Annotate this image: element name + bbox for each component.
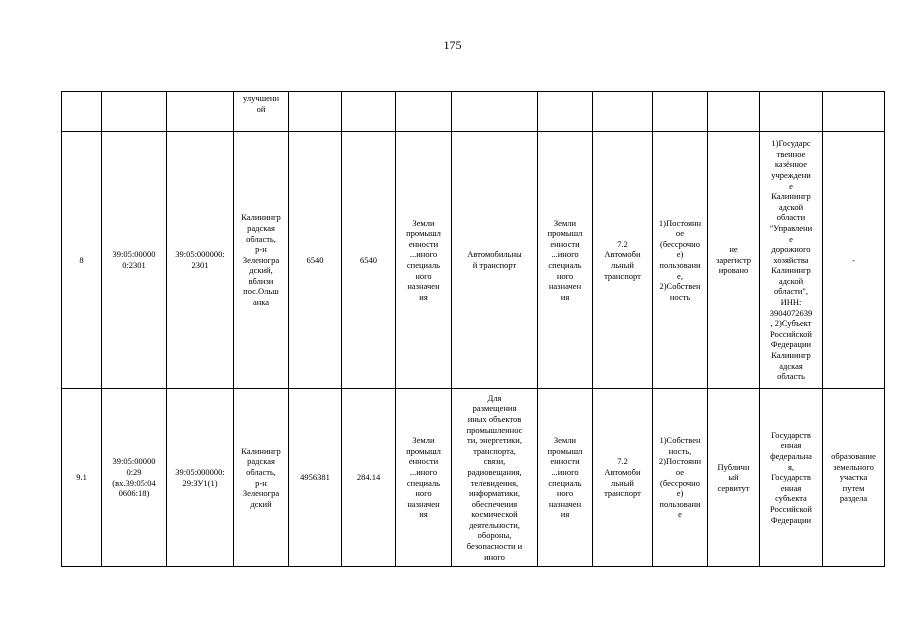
cell-text-line: связи,: [483, 456, 506, 467]
cell-text-line: назначен: [548, 498, 582, 509]
cell-text-line: ой: [256, 103, 266, 114]
cell-text-line: енности: [408, 456, 439, 467]
cell-text-line: е: [678, 509, 682, 520]
cell-text-line: ия: [419, 509, 428, 520]
cell-area-total: 4956381: [289, 389, 342, 567]
cell-vri-code: [593, 389, 653, 567]
cell-text-line: промышленнос: [466, 424, 523, 435]
cell-text-line: 1)Собствен: [659, 435, 701, 446]
cell-land-category: [396, 132, 452, 389]
cell-text-line: ...иного: [551, 466, 579, 477]
cell-text-line: ИНН:: [780, 297, 802, 308]
cell-empty: [708, 92, 760, 132]
cell-text-line: Калинингр: [241, 212, 281, 223]
cell-text-line: ировано: [718, 265, 749, 276]
cell-text-line: (бессрочно: [660, 477, 700, 488]
cell-text-line: ного: [415, 488, 432, 499]
cell-address: [234, 389, 289, 567]
cell-text-line: 2)Постоянн: [658, 456, 702, 467]
cell-text-line: ...иного: [409, 249, 438, 260]
cell-text-line: субъекта: [775, 493, 807, 504]
cell-empty: [167, 92, 234, 132]
cell-text-line: ного: [556, 488, 574, 499]
cell-text-line: обеспечения: [471, 498, 518, 509]
cell-row-number: 8: [62, 132, 102, 389]
cell-text-line: телевидения,: [470, 477, 519, 488]
cell-text-line: области: [776, 212, 806, 223]
cell-text-line: Зеленогра: [242, 488, 280, 499]
cell-text-line: промышл: [406, 228, 441, 239]
cell-empty: [452, 92, 538, 132]
cell-text-line: космической: [471, 509, 518, 520]
cell-text-line: 7.2: [617, 456, 628, 467]
cell-text-line: анка: [252, 297, 270, 308]
cell-vri-code: [593, 132, 653, 389]
cell-empty: [538, 92, 593, 132]
cell-text-line: ый: [728, 472, 739, 483]
cell-text-line: промышл: [406, 445, 441, 456]
cell-text-line: ое: [675, 466, 685, 477]
cell-note: [823, 389, 885, 567]
cell-text-line: ность,: [668, 445, 692, 456]
cell-text-line: енная: [780, 482, 802, 493]
cell-right-holder: [760, 389, 823, 567]
table-row: [62, 389, 885, 567]
cell-text-line: назначен: [407, 281, 440, 292]
cell-text-line: специаль: [548, 260, 582, 270]
cell-text-line: назначен: [548, 281, 582, 292]
cell-empty: [102, 92, 167, 132]
cell-text-line: енности: [408, 238, 439, 249]
cell-text-line: е: [789, 180, 793, 191]
cell-text-line: области",: [773, 286, 808, 297]
cell-empty: [593, 92, 653, 132]
cell-empty: [823, 92, 885, 132]
cell-text-line: енности: [550, 238, 580, 249]
cell-text-line: адской: [778, 275, 804, 286]
cell-text-line: ...иного: [551, 249, 579, 260]
cell-note: [823, 132, 885, 389]
cell-text-line: Калинингр: [771, 350, 811, 361]
cell-text-line: транспорт: [604, 488, 641, 499]
cell-text-line: дорожного: [771, 244, 811, 255]
cell-text-line: ного: [415, 270, 432, 281]
cell-text-line: Российской: [770, 503, 812, 514]
cell-permitted-use: [452, 132, 538, 389]
cell-text-line: адской: [778, 201, 804, 212]
cell-text-line: Для: [487, 392, 502, 403]
cell-address-fragment: [234, 92, 289, 132]
cell-text-line: Калинингр: [241, 445, 281, 456]
cell-text-line: Земли: [412, 217, 435, 228]
cell-text-line: Российской: [770, 328, 812, 339]
cell-text-line: Государств: [771, 429, 811, 440]
cell-encumbrance: [708, 389, 760, 567]
cell-text-line: "Управлени: [769, 222, 813, 233]
cell-text-line: Земли: [553, 217, 577, 228]
cell-land-category-2: [538, 132, 593, 389]
cell-text-line: назначен: [407, 498, 440, 509]
cell-text-line: енная: [780, 440, 802, 451]
cell-text-line: р-н: [255, 244, 267, 255]
cell-text-line: 3904072639: [769, 307, 813, 318]
cell-text-line: транспорта,: [473, 445, 516, 456]
cell-text-line: е): [676, 488, 684, 499]
cell-text-line: радиовещания,: [467, 466, 522, 477]
cell-text-line: Калинингр: [771, 191, 811, 202]
cell-text-line: образование: [831, 451, 876, 462]
cell-empty: [396, 92, 452, 132]
cell-text-line: Земли: [412, 435, 435, 446]
cell-text-line: ...иного: [409, 466, 438, 477]
cell-text-line: ое: [675, 228, 685, 239]
cell-text-line: ия: [419, 291, 428, 302]
cell-text-line: я,: [787, 461, 795, 472]
cell-text-line: Федерации: [770, 339, 812, 350]
cell-rights: [653, 389, 708, 567]
cell-text-line: промышл: [547, 445, 583, 456]
cell-text-line: участка: [839, 472, 868, 483]
cell-text-line: не: [729, 244, 738, 255]
cell-area-part: 6540: [342, 132, 396, 389]
cell-text-line: й транспорт: [472, 260, 517, 270]
cell-text-line: ность: [669, 291, 691, 302]
cell-empty: [342, 92, 396, 132]
cell-text-line: Автомоби: [604, 466, 641, 477]
cell-text-line: радская: [247, 222, 275, 233]
land-plots-table: [61, 91, 885, 567]
cell-text-line: 7.2: [617, 238, 628, 249]
cell-text-line: -: [852, 254, 855, 265]
cell-text-line: специаль: [406, 477, 441, 488]
cell-text-line: 1)Постоянн: [658, 217, 702, 228]
cell-text-line: транспорт: [604, 270, 641, 281]
cell-text-line: деятельности,: [469, 519, 520, 530]
cell-text-line: специаль: [548, 477, 582, 488]
cell-text-line: зарегистр: [715, 254, 752, 265]
cell-text-line: 1)Государс: [771, 138, 811, 149]
cell-area-part: 284.14: [342, 389, 396, 567]
cell-text-line: Автомоби: [604, 249, 641, 260]
cell-cadastral-number-new: 39:05:000000: 2301: [167, 132, 234, 389]
cell-text-line: твенное: [776, 148, 806, 159]
cell-text-line: область,: [246, 466, 276, 477]
cell-permitted-use: [452, 389, 538, 567]
cell-empty: [760, 92, 823, 132]
cell-text-line: е: [789, 233, 793, 244]
cell-text-line: ия: [560, 291, 570, 302]
cell-text-line: вблизи: [248, 275, 274, 286]
cell-empty: [62, 92, 102, 132]
cell-text-line: область: [777, 371, 805, 382]
cell-text-line: радская: [247, 456, 275, 467]
cell-text-line: е): [676, 249, 684, 260]
cell-empty: [289, 92, 342, 132]
cell-text-line: казённое: [774, 159, 808, 170]
cell-text-line: размещения: [472, 403, 517, 414]
cell-text-line: Калинингр: [771, 265, 811, 276]
cell-text-line: пользовани: [659, 260, 701, 270]
cell-text-line: учреждени: [771, 169, 811, 180]
cell-text-line: дский: [250, 498, 272, 509]
cell-text-line: хозяйства: [773, 254, 809, 265]
cell-text-line: пользовани: [659, 498, 701, 509]
cell-text-line: пос.Ольш: [243, 286, 279, 297]
cell-text-line: обороны,: [477, 530, 512, 541]
cell-text-line: льный: [611, 477, 634, 488]
cell-text-line: ного: [556, 270, 574, 281]
cell-text-line: область,: [246, 233, 276, 244]
cell-text-line: адская: [779, 360, 803, 371]
cell-cadastral-number: 39:05:00000 0:2301: [102, 132, 167, 389]
cell-text-line: Земли: [553, 435, 577, 446]
cell-encumbrance: [708, 132, 760, 389]
table-row-fragment: [62, 92, 885, 132]
cell-text-line: информатики,: [469, 488, 520, 499]
cell-text-line: иных объектов: [467, 413, 522, 424]
cell-text-line: ия: [560, 509, 570, 520]
cell-area-total: 6540: [289, 132, 342, 389]
cell-text-line: специаль: [406, 260, 441, 270]
cell-land-category: [396, 389, 452, 567]
cell-text-line: Государств: [771, 472, 811, 483]
cell-text-line: путем: [842, 482, 865, 493]
page-number: 175: [443, 38, 462, 52]
cell-text-line: земельного: [833, 461, 874, 472]
cell-address: [234, 132, 289, 389]
cell-text-line: безопасности и: [466, 541, 523, 552]
cell-cadastral-number: 39:05:00000 0:29 (вх.39:05:04 0606:18): [102, 389, 167, 567]
cell-text-line: Федерации: [770, 514, 812, 525]
cell-text-line: Автомобильны: [467, 249, 522, 260]
cell-text-line: ти, энергетики,: [467, 435, 522, 446]
cell-right-holder: [760, 132, 823, 389]
cell-text-line: раздела: [839, 493, 868, 504]
cell-text-line: (бессрочно: [660, 238, 700, 249]
cell-row-number: 9.1: [62, 389, 102, 567]
cell-text-line: е,: [677, 270, 683, 281]
cell-land-category-2: [538, 389, 593, 567]
cell-text-line: льный: [611, 260, 634, 270]
cell-empty: [653, 92, 708, 132]
cell-rights: [653, 132, 708, 389]
cell-cadastral-number-new: 39:05:000000: 29:ЗУ1(1): [167, 389, 234, 567]
cell-text-line: енности: [550, 456, 580, 467]
cell-text-line: дский,: [249, 265, 273, 276]
cell-text-line: р-н: [255, 477, 267, 488]
table-row: [62, 132, 885, 389]
cell-text-line: федеральна: [770, 451, 812, 462]
cell-text-line: иного: [484, 551, 505, 562]
cell-text-line: промышл: [547, 228, 583, 239]
cell-text-line: , 2)Субъект: [770, 318, 812, 329]
cell-text-line: улучшенн: [242, 93, 280, 103]
cell-text-line: Зеленогра: [242, 254, 280, 265]
cell-text-line: сервитут: [717, 482, 750, 493]
cell-text-line: Публичн: [717, 461, 750, 472]
cell-text-line: 2)Собствен: [659, 281, 701, 292]
